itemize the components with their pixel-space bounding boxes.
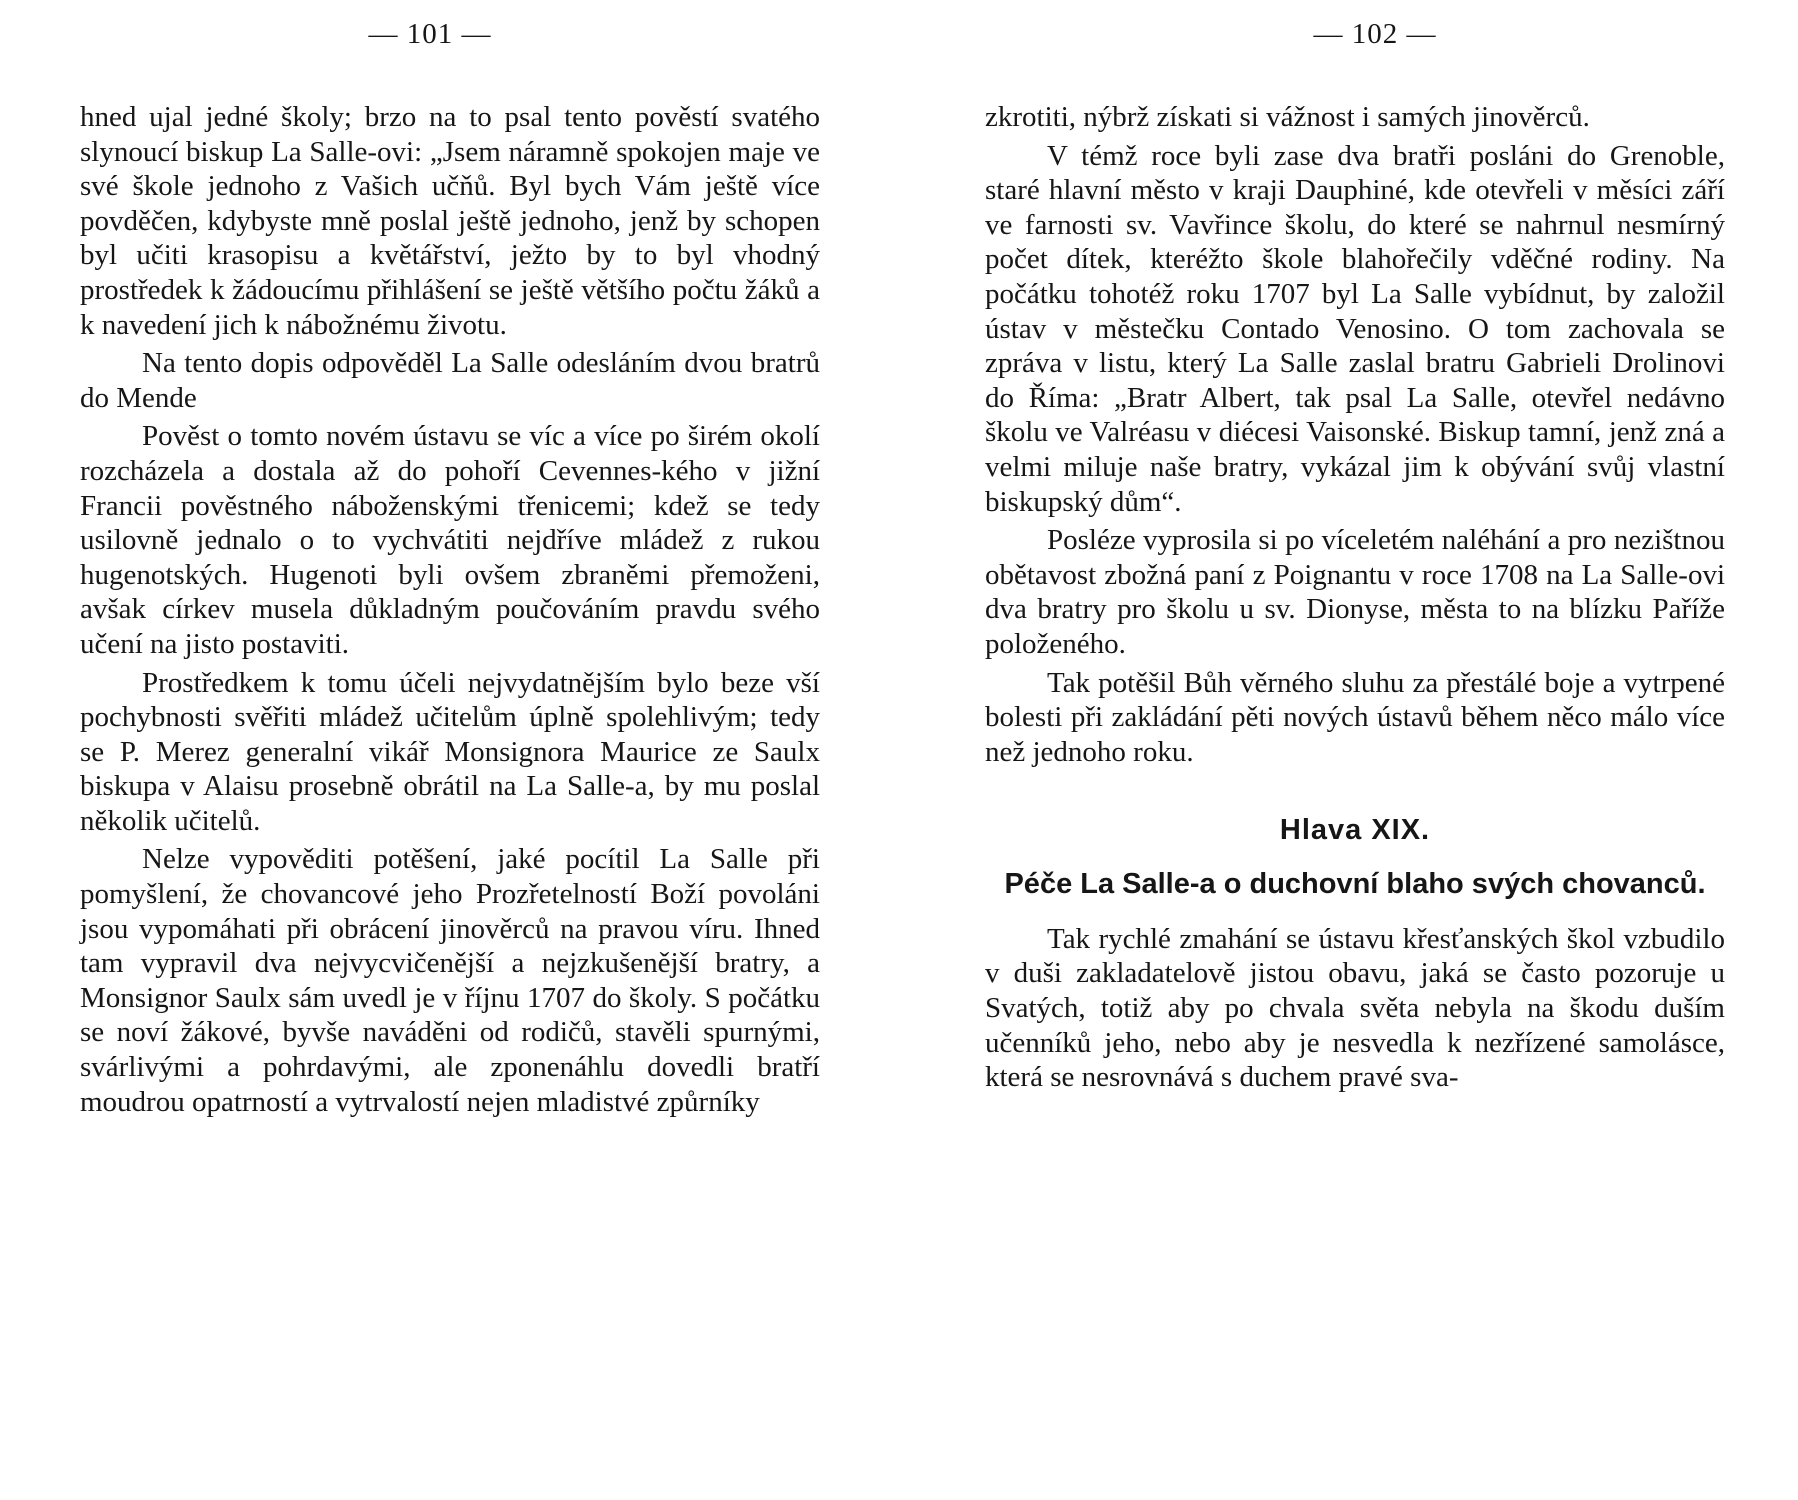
paragraph: Tak rychlé zmahání se ústavu křesťanských škol vzbudilo v duši zakladatelově jistou obavu, jaká se často pozoruje u Svatých, totiž aby po chvala světa nebyla na škodu duším učenníků jeho, nebo aby je nesvedla k nezřízené samolásce, která se nesrovnává s duchem pravé sva- [985, 922, 1725, 1094]
paragraph: Posléze vyprosila si po víceletém naléhání a pro nezištnou obětavost zbožná paní z Poignantu v roce 1708 na La Salle-ovi dva bratry pro školu u sv. Dionyse, města to na blízku Paříže položeného. [985, 524, 1725, 660]
paragraph: hned ujal jedné školy; brzo na to psal tento pověstí svatého slynoucí biskup La Salle-ovi: „Jsem náramně spokojen maje ve své škole jednoho z Vašich učňů. Byl bych Vám ještě více povděčen, kdybyste mně poslal ještě jednoho, jenž by schopen byl učiti krasopisu a květářství, ježto by to byl vhodný prostředek k žádoucímu přihlášení se ještě většího počtu žáků a k navedení jich k nábožnému životu. [80, 101, 820, 341]
left-page [80, 0, 820, 1500]
paragraph: Nelze vypověditi potěšení, jaké pocítil La Salle při pomyšlení, že chovancové jeho Prozřetelností Boží povoláni jsou vypomáhati při obrácení jinověrců na pravou víru. Ihned tam vypravil dva nejvycvičenější a nejzkušenější bratry, a Monsignor Saulx sám uvedl je v říjnu 1707 do školy. S počátku se noví žákové, byvše naváděni od rodičů, stavěli spurnými, svárlivými a pohrdavými, ale zponenáhlu dovedli bratří moudrou opatrností a vytrvalostí nejen mladistvé způrníky [80, 843, 820, 1118]
chapter-title: Péče La Salle-a o duchovní blaho svých chovanců. [1004, 867, 1706, 900]
paragraph: Prostředkem k tomu účeli nejvydatnějším bylo beze vší pochybnosti svěřiti mládež učitelům úplně spolehlivým; tedy se P. Merez generalní vikář Monsignora Maurice ze Saulx biskupa v Alaisu prosebně obrátil na La Salle-a, by mu poslal několik učitelů. [80, 666, 820, 837]
right-page [985, 0, 1725, 1500]
page-number-right: — 102 — [1313, 18, 1437, 50]
paragraph: Na tento dopis odpověděl La Salle odesláním dvou bratrů do Mende [80, 347, 820, 414]
chapter-number: Hlava XIX. [1279, 814, 1431, 847]
left-page-text [80, 100, 820, 1123]
paragraph: zkrotiti, nýbrž získati si vážnost i samých jinověrců. [985, 101, 1590, 133]
paragraph: Tak potěšil Bůh věrného sluhu za přestálé boje a vytrpené bolesti při zakládání pěti nových ústavů během něco málo více než jednoho roku. [985, 666, 1725, 768]
page-number-left: — 101 — [368, 18, 492, 50]
right-page-text [985, 100, 1725, 1099]
paragraph: V témž roce byli zase dva bratři posláni do Grenoble, staré hlavní město v kraji Dauphiné, kde otevřeli v měsíci září ve farnosti sv. Vavřince školu, do které se nahrnul nesmírný počet dítek, kteréžto škole blahořečily vděčné rodiny. Na počátku tohotéž roku 1707 byl La Salle vybídnut, by založil ústav v městečku Contado Venosino. O tom zachovala se zpráva v listu, který La Salle zaslal bratru Gabrieli Drolinovi do Říma: „Bratr Albert, tak psal La Salle, otevřel nedávno školu ve Valréasu v diécesi Vaisonské. Biskup tamní, jenž zná a velmi miluje naše bratry, vykázal jim k obývání svůj vlastní biskupský dům“. [985, 139, 1725, 518]
paragraph: Pověst o tomto novém ústavu se víc a více po širém okolí rozcházela a dostala až do pohoří Cevennes-kého v jižní Francii pověstného náboženskými třenicemi; kdež se tedy usilovně jednalo o to vychvátiti nejdříve mládež z rukou hugenotských. Hugenoti byli ovšem zbraněmi přemoženi, avšak církev musela důkladným poučováním pravdu svého učení na jisto postaviti. [80, 420, 820, 660]
